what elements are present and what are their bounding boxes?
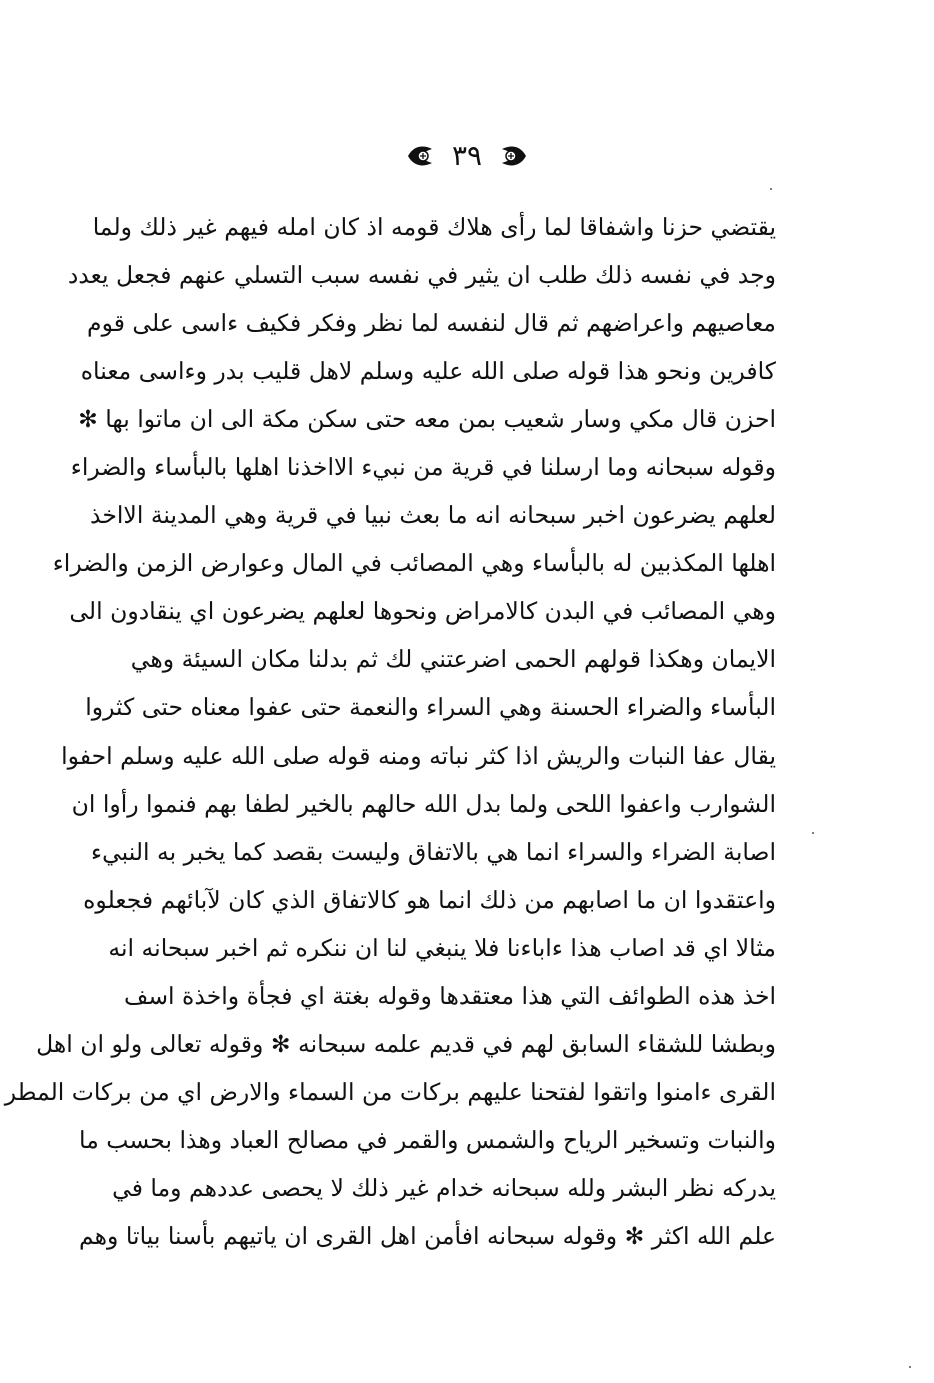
- text-line: علم الله اكثر ✻ وقوله سبحانه افأمن اهل القرى ان ياتيهم بأسنا بياتا وهم: [79, 1221, 776, 1250]
- floral-ornament-icon: [496, 139, 530, 173]
- paper-speck: [812, 832, 814, 834]
- text-line: يقال عفا النبات والريش اذا كثر نباته ومنه قوله صلى الله عليه وسلم احفوا: [61, 741, 776, 770]
- text-line: وهي المصائب في البدن كالامراض ونحوها لعلهم يضرعون اي ينقادون الى: [69, 597, 776, 626]
- text-line: الشوارب واعفوا اللحى ولما بدل الله حالهم بالخير لطفا بهم فنموا رأوا ان: [71, 789, 776, 818]
- text-line: وجد في نفسه ذلك طلب ان يثير في نفسه سبب التسلي عنهم فجعل يعدد: [67, 261, 776, 290]
- text-line: لعلهم يضرعون اخبر سبحانه انه ما بعث نبيا في قرية وهي المدينة الااخذ: [90, 501, 776, 530]
- text-line: معاصيهم واعراضهم ثم قال لنفسه لما نظر وفكر فكيف ءاسى على قوم: [87, 309, 776, 338]
- text-line: يدركه نظر البشر ولله سبحانه خدام غير ذلك لا يحصى عددهم وما في: [112, 1173, 776, 1202]
- text-line: وبطشا للشقاء السابق لهم في قديم علمه سبحانه ✻ وقوله تعالى ولو ان اهل: [36, 1029, 776, 1058]
- page-header: [0, 133, 934, 179]
- text-line: والنبات وتسخير الرياح والشمس والقمر في مصالح العباد وهذا بحسب ما: [79, 1125, 776, 1154]
- text-line: اصابة الضراء والسراء انما هي بالاتفاق وليست بقصد كما يخبر به النبيء: [91, 837, 776, 866]
- text-line: وقوله سبحانه وما ارسلنا في قرية من نبيء الااخذنا اهلها بالبأساء والضراء: [70, 453, 776, 482]
- text-line: كافرين ونحو هذا قوله صلى الله عليه وسلم لاهل قليب بدر وءاسى معناه: [80, 357, 776, 386]
- text-line: واعتقدوا ان ما اصابهم من ذلك انما هو كالاتفاق الذي كان لآبائهم فجعلوه: [83, 885, 776, 914]
- body-text: [4, 203, 776, 1260]
- paper-speck: [770, 188, 772, 190]
- text-line: اهلها المكذبين له بالبأساء وهي المصائب في المال وعوارض الزمن والضراء: [52, 549, 776, 578]
- floral-ornament-icon: [404, 139, 438, 173]
- text-line: اخذ هذه الطوائف التي هذا معتقدها وقوله بغتة اي فجأة واخذة اسف: [124, 981, 776, 1010]
- text-line: البأساء والضراء الحسنة وهي السراء والنعمة حتى عفوا معناه حتى كثروا: [85, 693, 776, 722]
- text-line: مثالا اي قد اصاب هذا ءاباءنا فلا ينبغي لنا ان ننكره ثم اخبر سبحانه انه: [108, 933, 776, 962]
- page-number: ٣٩: [451, 139, 483, 172]
- paper-speck: [909, 1366, 911, 1368]
- text-line: الايمان وهكذا قولهم الحمى اضرعتني لك ثم بدلنا مكان السيئة وهي: [130, 645, 776, 674]
- text-line: يقتضي حزنا واشفاقا لما رأى هلاك قومه اذ كان امله فيهم غير ذلك ولما: [92, 213, 776, 241]
- text-line: احزن قال مكي وسار شعيب بمن معه حتى سكن مكة الى ان ماتوا بها ✻: [78, 405, 776, 434]
- text-line: القرى ءامنوا واتقوا لفتحنا عليهم بركات من السماء والارض اي من بركات المطر: [4, 1077, 776, 1106]
